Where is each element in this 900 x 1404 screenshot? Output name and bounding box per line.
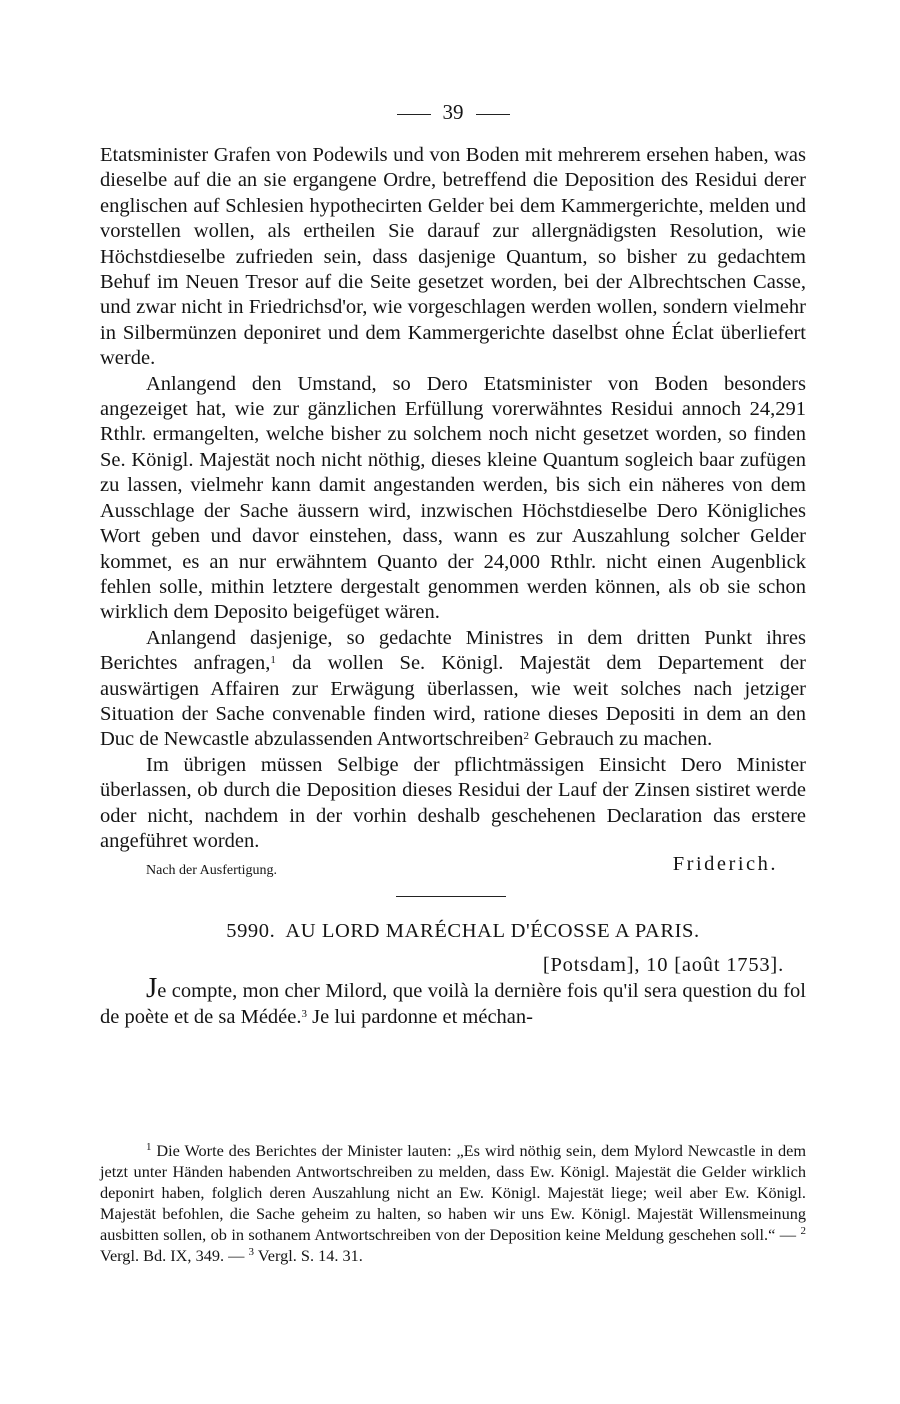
footnote-marker: 3: [248, 1245, 254, 1258]
text-run: Die Worte des Berichtes der Minister lauten: „Es wird nöthig sein, dem Mylord Newcastle in dem jetzt unter Händen habenden Antwortschreiben zu melden, dass Ew. Königl. Majestät die Gelder wirklich deponirt haben, folglich deren Auszahlung nicht an Ew. Königl. Majestät liege; weil aber Ew. Königl. Majestät befohlen, die Sache geheim zu halten, so haben wir uns Ew. Königl. Majestät Willensmeinung ausbitten sollen, ob in sothanem Antwortschreiben von der Deposition keine Meldung geschehen soll.“ —: [100, 1141, 806, 1244]
text-run: Etatsminister Grafen von Podewils und von Boden mit mehrerem ersehen haben, was dieselbe auf die an sie ergangene Ordre, betreffend die Deposition des Residui derer englischen auf Schlesien hypothecirten Gelder bei dem Kammergerichte, melden und vorstellen wollen, als ertheilen Sie darauf zur allergnädigsten Resolution, wie Höchstdieselbe zufrieden sein, dass dasjenige Quantum, so bisher zu gedachtem Behuf im Neuen Tresor auf die Seite gesetzet worden, bei der Albrechtschen Casse, und zwar nicht in Friedrichsd'or, wie vorgeschlagen werden wollen, sondern vielmehr in Silbermünzen deponiret und dem Kammergerichte daselbst ohne Éclat überliefert werde.: [100, 144, 806, 370]
text-run: Gebrauch zu machen.: [529, 728, 713, 751]
letter-heading: [100, 919, 806, 944]
section-divider: [396, 896, 506, 897]
footnote: [100, 1141, 806, 1266]
letter-paragraph: [100, 972, 806, 1030]
text-run: Anlangend dasjenige, so gedachte Ministres in dem dritten Punkt ihres Berichtes anfragen,: [100, 626, 806, 675]
footnote-marker: 2: [800, 1224, 806, 1237]
footnote-marker: 1: [146, 1141, 152, 1153]
text-run: Vergl. Bd. IX, 349. —: [100, 1245, 249, 1265]
letter-initial: J: [146, 972, 158, 1005]
paragraph: [100, 753, 806, 855]
paragraph: [100, 372, 806, 626]
footnote-marker: 2: [523, 730, 530, 743]
letter-dateline: [Potsdam], 10 [août 1753].: [542, 953, 784, 976]
signature-name: Friderich.: [672, 853, 778, 876]
footnotes: [100, 1141, 806, 1266]
page-number: 39: [442, 100, 464, 124]
text-run: da wollen Se. Königl. Majestät dem Departement der auswärtigen Affairen zur Erwägung überlassen, wie weit solches nach jetziger Situation der Sache convenable finden wird, ratione dieses Depositi in dem an den Duc de Newcastle abzulassenden Antwortschreiben: [100, 652, 806, 751]
text-run: Vergl. S. 14. 31.: [254, 1245, 363, 1265]
letter-number: 5990.: [226, 920, 276, 943]
header-rule-left: [397, 114, 431, 115]
text-run: Je lui pardonne et méchan-: [307, 1005, 533, 1028]
main-text: [100, 143, 806, 1030]
footnote-marker: 1: [270, 654, 276, 667]
letter-title: AU LORD MARÉCHAL D'ÉCOSSE A PARIS.: [285, 920, 700, 943]
source-note: Nach der Ausfertigung.: [146, 863, 278, 879]
page-header: [100, 98, 806, 126]
paragraph: [100, 143, 806, 372]
text-run: Anlangend den Umstand, so Dero Etatsminister von Boden besonders angezeiget hat, wie zur gänzlichen Erfüllung vorerwähntes Residui annoch 24,291 Rthlr. ermangelten, welche bisher zu solchem noch nicht gesetzet worden, so finden Se. Königl. Majestät noch nicht nöthig, dieses kleine Quantum sogleich baar zufügen zu lassen, vielmehr kann damit angestanden werden, bis sich ein näheres von dem Ausschlage der Sache äussern wird, inzwischen Höchstdieselbe Dero Königliches Wort geben und davor einstehen, dass, wann es zur Auszahlung solcher Gelder kommet, es an nur erwähntem Quanto der 24,000 Rthlr. nicht einen Augenblick fehlen solle, mithin letztere dergestalt genommen werden können, als ob sie schon wirklich dem Deposito beigefüget wären.: [100, 372, 806, 624]
footnote-marker: 3: [301, 1007, 307, 1020]
signature-line: [100, 854, 806, 884]
text-run: Im übrigen müssen Selbige der pflichtmässigen Einsicht Dero Minister überlassen, ob durch die Deposition dieses Residui der Lauf der Zinsen sistiret werde oder nicht, nachdem in der vorhin deshalb geschehenen Declaration das erstere angeführet worden.: [100, 753, 806, 852]
header-rule-right: [476, 114, 510, 115]
text-run: e compte, mon cher Milord, que voilà la dernière fois qu'il sera question du fol de poète et de sa Médée.: [100, 980, 806, 1028]
paragraph: [100, 626, 806, 753]
